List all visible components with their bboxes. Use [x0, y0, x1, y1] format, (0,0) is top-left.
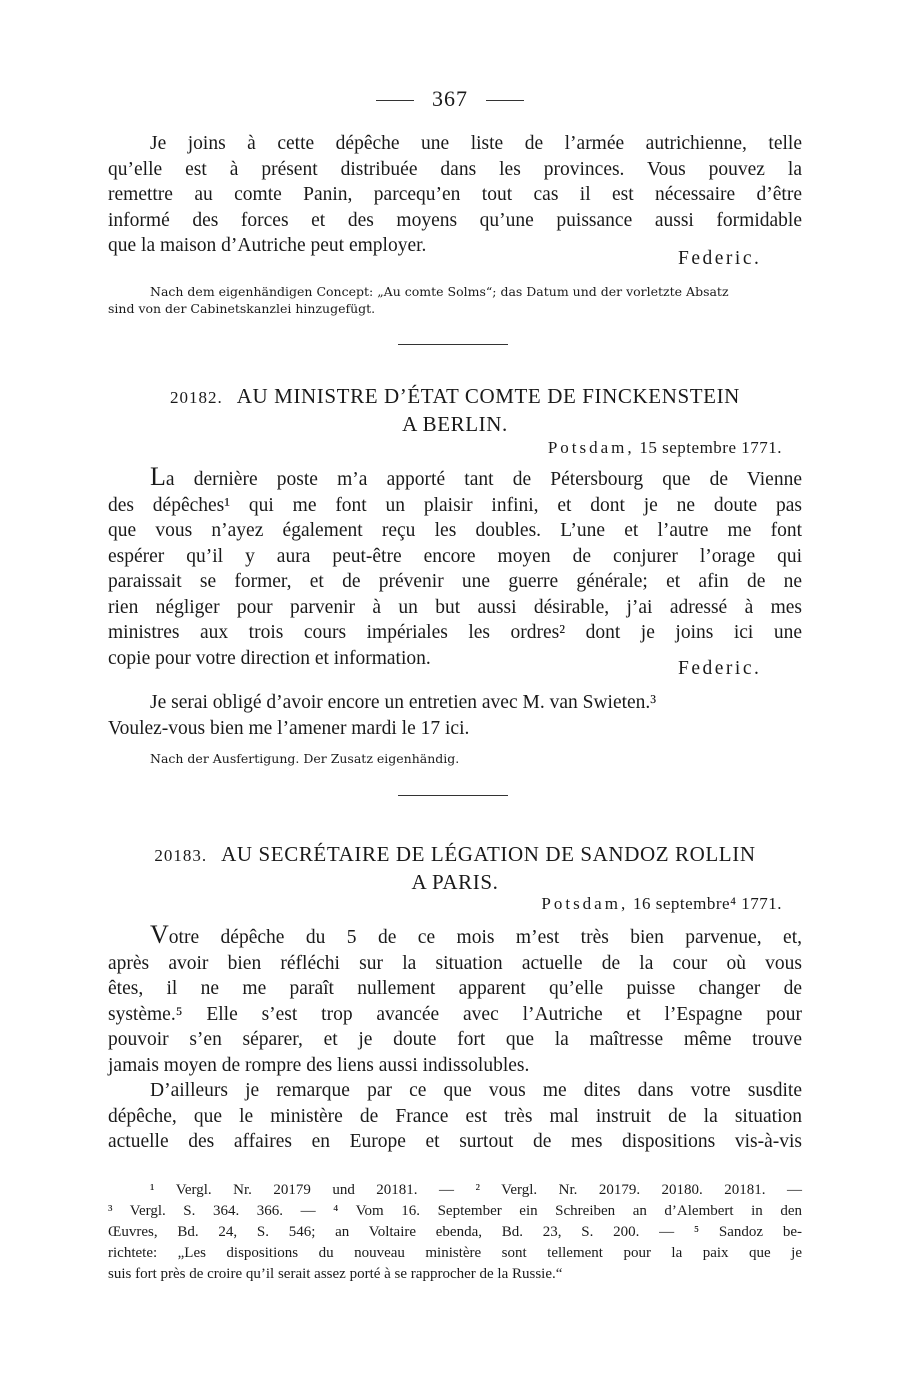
text-line: La dernière poste m’a apporté tant de Pétersbourg que de Vienne: [150, 462, 802, 491]
note-line: sind von der Cabinetskanzlei hinzugefügt.: [108, 301, 376, 316]
page-header: [0, 86, 900, 112]
text-line: actuelle des affaires en Europe et surtout de mes dispositions vis-à-vis: [108, 1131, 802, 1152]
text-line: dépêche, que le ministère de France est très mal instruit de la situation: [108, 1105, 802, 1127]
footnote-line: richtete: „Les dispositions du nouveau ministère sont tellement pour la paix que je: [108, 1245, 802, 1261]
text-line: pouvoir s’en séparer, et je doute fort que la maîtresse même trouve: [108, 1029, 802, 1050]
text-line: paraissait se former, et de prévenir une guerre générale; et afin de ne: [108, 571, 802, 592]
dateline-date: 16 septembre⁴ 1771.: [632, 894, 782, 913]
text-line: Je joins à cette dépêche une liste de l’armée autrichienne, telle: [150, 133, 802, 154]
letter-body: [108, 464, 802, 671]
text-line: copie pour votre direction et information.: [108, 647, 431, 669]
addressee: AU SECRÉTAIRE DE LÉGATION DE SANDOZ ROLLIN: [221, 842, 756, 866]
addressee-location: A PARIS.: [411, 870, 499, 894]
text-line: remettre au comte Panin, parcequ’en tout cas il est nécessaire d’être: [108, 184, 802, 205]
text-line: après avoir bien réfléchi sur la situation actuelle de la cour où vous: [108, 952, 802, 974]
editorial-note: [108, 283, 802, 317]
signature: Federic.: [678, 248, 762, 269]
page-number: 367: [432, 86, 468, 111]
dateline-place: Potsdam,: [547, 438, 635, 457]
postscript: [108, 690, 802, 741]
text-line: que vous n’ayez également reçu les doubles. L’une et l’autre me font: [108, 520, 802, 541]
dateline: [548, 438, 782, 458]
dateline: [541, 894, 782, 914]
initial-letter: L: [150, 462, 166, 491]
header-rule-right: [486, 100, 524, 101]
text-line: qu’elle est à présent distribuée dans les provinces. Vous pouvez la: [108, 158, 802, 180]
text-line: ministres aux trois cours impériales les ordres² dont je joins ici une: [108, 622, 802, 643]
letter-body: [108, 922, 802, 1155]
footnotes: [108, 1180, 802, 1285]
initial-letter: V: [150, 920, 169, 949]
text-line: Je serai obligé d’avoir encore un entretien avec M. van Swieten.³: [150, 692, 657, 713]
section-divider: [398, 344, 508, 345]
addressee-location: A BERLIN.: [402, 412, 508, 436]
footnote-line: ¹ Vergl. Nr. 20179 und 20181. — ² Vergl. Nr. 20179. 20180. 20181. —: [150, 1182, 802, 1198]
footnote-line: ³ Vergl. S. 364. 366. — ⁴ Vom 16. September ein Schreiben an d’Alembert in den: [108, 1203, 802, 1219]
text-line: D’ailleurs je remarque par ce que vous me dites dans votre susdite: [150, 1080, 802, 1101]
dateline-date: 15 septembre 1771.: [639, 438, 782, 457]
footnote-line: Œuvres, Bd. 24, S. 546; an Voltaire ebenda, Bd. 23, S. 200. — ⁵ Sandoz be-: [108, 1224, 802, 1240]
header-rule-left: [376, 100, 414, 101]
dateline-place: Potsdam,: [541, 894, 629, 913]
text-line: Voulez-vous bien me l’amener mardi le 17 ici.: [108, 717, 470, 739]
text-line: espérer qu’il y aura peut-être encore moyen de conjurer l’orage qui: [108, 545, 802, 567]
letter-number: 20182.: [170, 388, 223, 407]
text-line: Votre dépêche du 5 de ce mois m’est très bien parvenue, et,: [150, 920, 802, 949]
text-line: rien négliger pour parvenir à un but aussi désirable, j’ai adressé à mes: [108, 596, 802, 618]
addressee: AU MINISTRE D’ÉTAT COMTE DE FINCKENSTEIN: [236, 384, 740, 408]
letter-heading: [108, 383, 802, 438]
footnote-line: suis fort près de croire qu’il serait assez porté à se rapprocher de la Russie.“: [108, 1266, 563, 1282]
signature: Federic.: [678, 658, 762, 679]
continuation-paragraph: [108, 131, 802, 259]
text-line: système.⁵ Elle s’est trop avancée avec l’Autriche et l’Espagne pour: [108, 1003, 802, 1025]
letter-heading: [108, 841, 802, 896]
section-divider: [398, 795, 508, 796]
text-line: jamais moyen de rompre des liens aussi indissolubles.: [108, 1054, 530, 1076]
note-line: Nach der Ausfertigung. Der Zusatz eigenhändig.: [150, 751, 460, 766]
editorial-note: [108, 750, 802, 767]
text-line: informé des forces et des moyens qu’une puissance aussi formidable: [108, 209, 802, 231]
text-line: que la maison d’Autriche peut employer.: [108, 235, 427, 256]
text-line: des dépêches¹ qui me font un plaisir infini, et dont je ne doute pas: [108, 494, 802, 516]
text-line: êtes, il ne me paraît nullement apparent qu’elle puisse changer de: [108, 978, 802, 999]
note-line: Nach dem eigenhändigen Concept: „Au comte Solms“; das Datum und der vorletzte Absatz: [150, 284, 729, 299]
letter-number: 20183.: [154, 846, 208, 865]
